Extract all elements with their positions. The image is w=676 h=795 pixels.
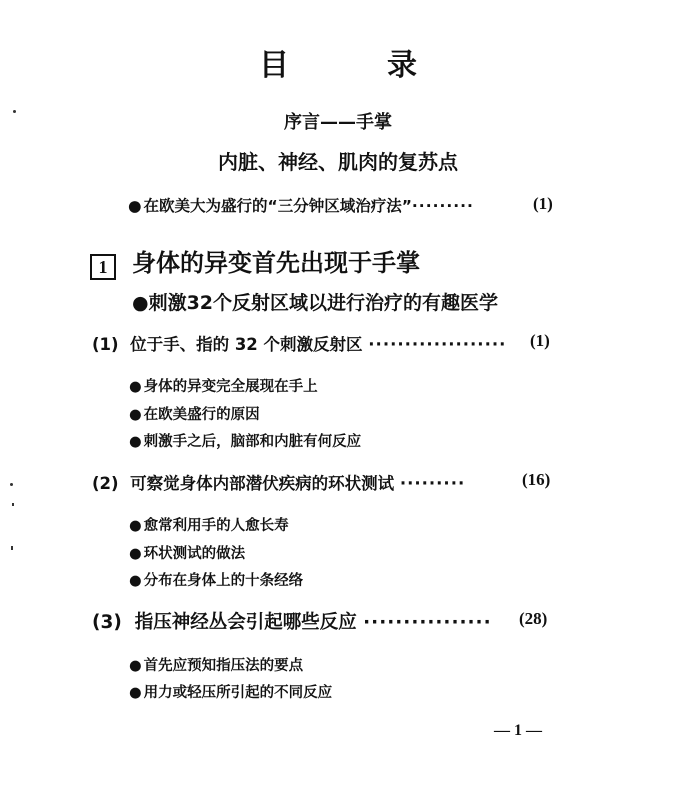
toc-entry-section-3[interactable] xyxy=(92,608,492,634)
entry-text: 在欧美大为盛行的“三分钟区域治疗法” xyxy=(143,197,412,215)
dot-leaders: ········· xyxy=(399,474,466,493)
bullet-icon: ● xyxy=(129,517,142,534)
bullet-icon: ● xyxy=(129,572,142,589)
section-title: 位于手、指的 32 个刺激反射区 xyxy=(130,335,363,354)
scan-speck xyxy=(10,483,13,486)
preface-subtitle: 内脏、神经、肌肉的复苏点 xyxy=(218,150,458,174)
dot-leaders: ········· xyxy=(411,197,474,215)
list-item[interactable]: ● 身体的异变完全展现在手上 xyxy=(129,378,318,395)
list-item[interactable]: ● 刺激手之后，脑部和内脏有何反应 xyxy=(129,433,362,450)
list-item[interactable]: ● 环状测试的做法 xyxy=(129,545,246,562)
chapter-heading[interactable] xyxy=(90,243,420,280)
dot-leaders: ················ xyxy=(363,612,492,633)
bullet-icon: ● xyxy=(129,433,142,450)
section-number: (1) xyxy=(92,335,119,354)
toc-entry-section-2[interactable] xyxy=(92,470,465,494)
toc-entry-section-1[interactable] xyxy=(92,331,506,355)
list-item[interactable]: ● 首先应预知指压法的要点 xyxy=(129,657,304,674)
scan-speck xyxy=(12,503,14,506)
bullet-icon: ● xyxy=(129,378,142,395)
section-title: 指压神经丛会引起哪些反应 xyxy=(134,612,357,633)
bullet-icon: ● xyxy=(129,406,142,423)
page-number: (28) xyxy=(519,609,548,628)
chapter-title: 身体的异变首先出现于手掌 xyxy=(132,249,420,277)
bullet-icon: ● xyxy=(129,657,142,674)
bullet-icon: ● xyxy=(128,197,142,215)
scan-speck xyxy=(13,110,16,113)
page-number: (16) xyxy=(522,470,551,489)
section-title: 可察觉身体内部潜伏疾病的环状测试 xyxy=(130,474,395,493)
page-title: 目 录 xyxy=(259,48,451,83)
preface-title: 序言——手掌 xyxy=(284,112,392,133)
list-item[interactable]: ● 用力或轻压所引起的不同反应 xyxy=(129,684,333,701)
dot-leaders: ··················· xyxy=(368,335,507,354)
section-number: (2) xyxy=(92,474,119,493)
chapter-subtitle: ●刺激32个反射区域以进行治疗的有趣医学 xyxy=(132,292,499,314)
bullet-icon: ● xyxy=(129,545,142,562)
section-number: (3) xyxy=(92,612,122,633)
footer-page-number: — 1 — xyxy=(494,722,542,739)
list-item[interactable]: ● 分布在身体上的十条经络 xyxy=(129,572,304,589)
list-item[interactable]: ● 愈常利用手的人愈长寿 xyxy=(129,517,289,534)
list-item[interactable]: ● 在欧美盛行的原因 xyxy=(129,406,260,423)
page-number: (1) xyxy=(533,194,553,213)
scan-speck xyxy=(11,546,13,550)
toc-entry-preface[interactable] xyxy=(128,194,474,216)
chapter-number-box: 1 xyxy=(90,254,116,280)
page-number: (1) xyxy=(530,331,550,350)
bullet-icon: ● xyxy=(129,684,142,701)
